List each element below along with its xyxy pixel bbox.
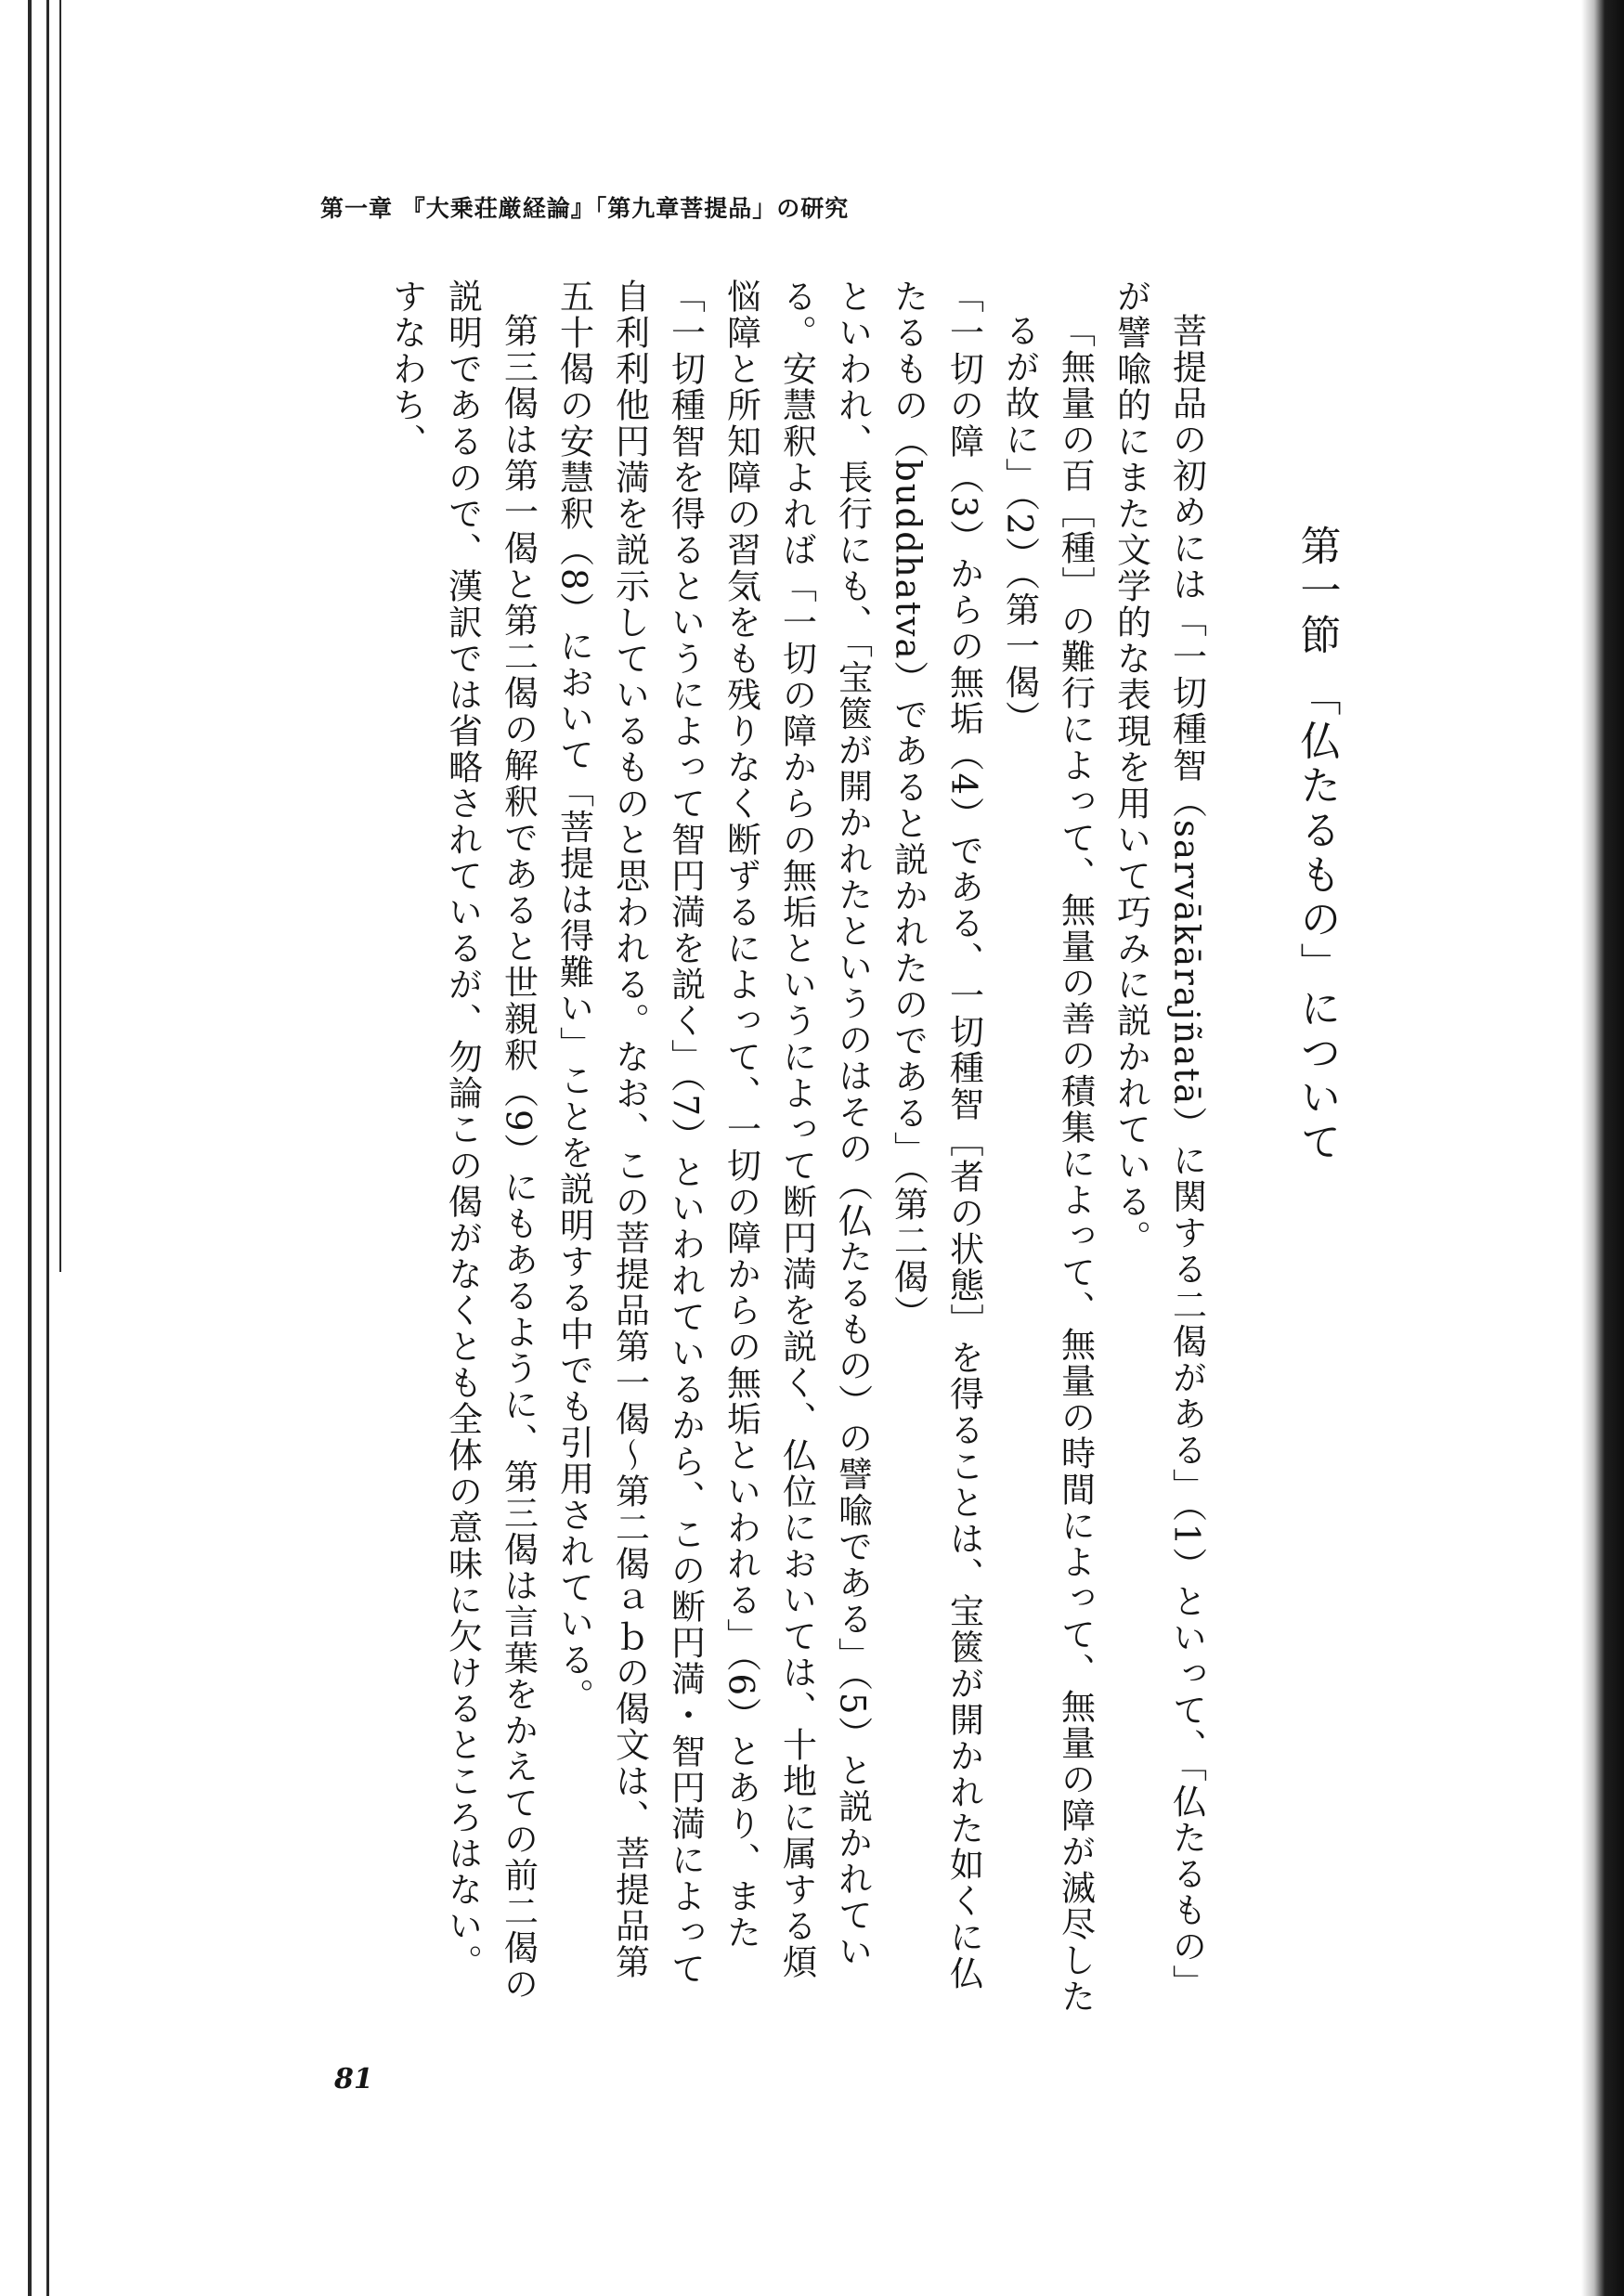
vertical-body-text bbox=[329, 279, 1378, 2015]
page-number: 81 bbox=[334, 2063, 373, 2095]
verse-quote-2: 「一切の障（3）からの無垢（4）である、一切種智［者の状態］を得ることは、宝篋が開かれた如くに仏たるもの（buddhatva）であると説かれたのである」（第二偈） bbox=[888, 279, 984, 1992]
verse-quote-1: 「無量の百［種］の難行によって、無量の善の積集によって、無量の時間によって、無量の障が滅尽したるが故に」（2）（第一偈） bbox=[999, 313, 1096, 2015]
scan-margin-line bbox=[46, 0, 49, 2296]
scan-margin-line bbox=[28, 0, 32, 2296]
section-title: 第一節 「仏たるもの」について bbox=[1293, 525, 1341, 1165]
paragraph-commentary: といわれ、長行にも、「宝篋が開かれたというのはその（仏たるもの）の譬喩である」（5）と説かれている。安慧釈よれば「一切の障からの無垢というによって断円満を説く、仏位においては、十地に属する煩悩障と所知障の習気をも残りなく断ずるによって、一切の障からの無垢といわれる」（6）とあり、また「一切種智を得るというによって智円満を説く」（7）といわれているから、この断円満・智円満によって自利利他円満を説示しているものと思われる。なお、この菩提品第一偈～第二偈ａｂの偈文は、菩提品第五十偈の安慧釈（8）において「菩提は得難い」ことを説明する中でも引用されている。 bbox=[553, 279, 873, 1988]
paragraph-intro: 菩提品の初めには「一切種智（sarvākārajñatā）に関する二偈がある」（1）といって、「仏たるもの」が譬喩的にまた文学的な表現を用いて巧みに説かれている。 bbox=[1111, 279, 1207, 2001]
scan-margin-line bbox=[59, 0, 61, 1272]
scan-edge-shadow bbox=[1581, 0, 1624, 2296]
paragraph-third-verse: 第三偈は第一偈と第二偈の解釈であると世親釈（9）にもあるように、第三偈は言葉をかえての前二偈の説明であるので、漢訳では省略されているが、勿論この偈がなくとも全体の意味に欠けるところはない。すなわち、 bbox=[386, 279, 539, 2003]
running-header: 第一章 『大乗荘厳経論』「第九章菩提品」の研究 bbox=[320, 195, 850, 222]
